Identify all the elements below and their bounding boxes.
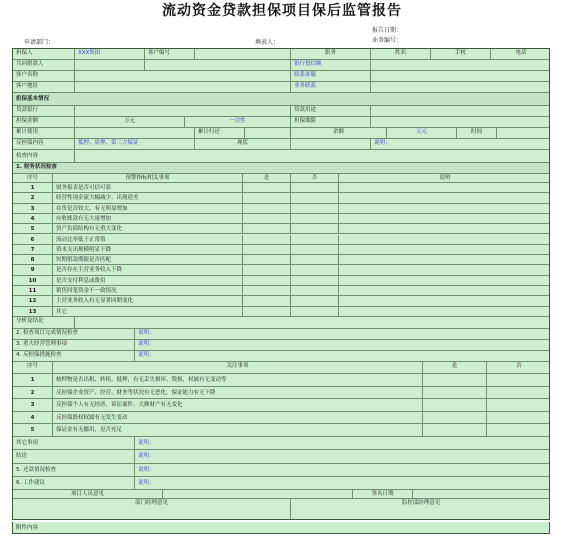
finance-row-no: 5 [13,224,53,233]
finance-row-text: 销售回笼资金不一致情况 [53,286,243,295]
finance-row [13,245,550,255]
finance-row-note[interactable] [339,245,550,254]
finance-row-text: 财务报表是否可信可靠 [53,183,243,192]
other-row-label: 5. 还款情况检查 [13,464,135,476]
counter-guarantee-value: 抵押、质押、第三方保证 [75,139,195,149]
finance-row [13,307,550,317]
loan-purpose-label: 贷款用途 [291,106,371,116]
related-row-no: 5 [13,424,53,436]
finance-col-no: 序号 [13,174,53,182]
finance-row-yes[interactable] [243,276,291,285]
team-sign-date-label: 签名日期 [353,490,413,498]
finance-row [13,214,550,224]
business-contact-value[interactable] [371,82,550,92]
guarantee-period-label: 担保期限 [291,117,371,127]
finance-row-no-answer[interactable] [291,245,339,254]
check-row-3 [13,340,550,351]
other-row-label: 结论 [13,450,135,462]
related-row-yes[interactable] [423,387,487,399]
dept-manager-opinion: 部门经理意见 [13,499,291,520]
finance-col-yes: 是 [243,174,291,182]
finance-row-yes[interactable] [243,255,291,264]
basic-row-4 [13,82,550,93]
accumulated-value[interactable] [75,128,195,138]
finance-row-text: 是否支付利息或费用 [53,276,243,285]
guarantee-section-header [13,93,550,106]
customer-addr-label: 客户地址 [13,82,75,92]
basic-row-2 [13,60,550,71]
position-label: 职务 [291,49,371,59]
finance-row-note[interactable] [339,193,550,202]
co-guarantor-value[interactable] [75,60,145,70]
other-row-note[interactable]: 说明： [138,466,155,473]
finance-row-note[interactable] [339,235,550,244]
related-col-no-ans: 否 [516,363,522,369]
finance-row-text: 资本支出规模明显下降 [53,245,243,254]
related-row-yes[interactable] [423,412,487,424]
co-guarantor-extra[interactable] [145,60,291,70]
time-value[interactable] [497,128,550,138]
finance-row-no: 12 [13,296,53,305]
attachment-row [12,522,550,534]
finance-row-note[interactable] [339,265,550,274]
related-col-item: 关注事项 [53,362,423,373]
finance-row-no: 8 [13,255,53,264]
finance-section-title: 1. 财务状况检查 [16,164,57,170]
other-row [13,450,550,463]
finance-row-no: 6 [13,235,53,244]
report-date-label: 报告日期： [372,27,403,34]
check-row-2 [13,329,550,340]
finance-row-no: 1 [13,183,53,192]
finance-row-note[interactable] [339,286,550,295]
finance-row-no: 11 [13,286,53,295]
team-sign-date-value[interactable] [413,490,550,498]
contact-value[interactable] [371,71,550,81]
finance-row [13,286,550,296]
customer-no-value[interactable] [195,49,291,59]
related-row-text: 反担保企业资产、经营、财务等状况有无恶化，保证能力有无下降 [53,387,423,399]
basic-row-3 [13,71,550,82]
mobile-label: 手机 [431,49,491,59]
check-note-3[interactable]: 说明： [138,341,155,347]
related-row [13,399,550,412]
info-row-3 [13,128,550,139]
related-row [13,412,550,425]
manager-opinion-row [13,499,550,520]
finance-row-yes[interactable] [243,307,291,316]
term-value: 一次性 [185,117,291,127]
finance-row-no-answer[interactable] [291,286,339,295]
related-row-no: 4 [13,412,53,424]
filler-label: 填表人： [255,39,280,46]
finance-analysis-row [13,317,550,329]
finance-row-no-answer[interactable] [291,296,339,305]
finance-row [13,265,550,275]
attachment-label: 附件内容 [16,525,39,531]
customer-name2-value[interactable] [75,71,291,81]
risk-manager-opinion: 监控部经理意见 [401,500,441,506]
balance-label: 余额 [291,128,387,138]
info-row-4 [13,139,550,150]
finance-row-yes[interactable] [243,245,291,254]
finance-row-no: 4 [13,214,53,223]
finance-row-yes[interactable] [243,224,291,233]
finance-row-text: 是否存在主营业务收入下降 [53,265,243,274]
related-row [13,387,550,400]
finance-analysis-value[interactable] [75,317,550,328]
related-row-yes[interactable] [423,399,487,411]
status-label: 现状 [195,139,291,149]
balance-unit: 万元 [387,128,457,138]
finance-row [13,235,550,245]
info-note: 说明： [374,140,391,146]
finance-row-yes[interactable] [243,204,291,213]
related-row-no-answer[interactable] [487,374,550,386]
counter-guarantee-label: 反担保内容 [13,139,75,149]
time-label: 时间 [457,128,497,138]
amount-unit: 万元 [75,117,185,127]
finance-row-text: 短期借款期限是否匹配 [53,255,243,264]
finance-row-note[interactable] [339,183,550,192]
finance-row [13,193,550,203]
applicant-dept-label: 申请部门： [24,39,55,46]
other-row-label: 其它事项 [13,437,135,449]
finance-row-yes[interactable] [243,265,291,274]
finance-col-item: 预警指标相关事项 [53,174,243,182]
finance-row-no: 3 [13,204,53,213]
finance-row [13,204,550,214]
finance-row-no-answer[interactable] [291,265,339,274]
check-note-4[interactable]: 说明： [138,352,155,358]
finance-row-yes[interactable] [243,183,291,192]
status-value[interactable] [291,139,371,149]
finance-row-text: 资产负债结构有无重大变化 [53,224,243,233]
finance-row-no-answer[interactable] [291,204,339,213]
finance-row-note[interactable] [339,255,550,264]
finance-row-no-answer[interactable] [291,193,339,202]
amount-label: 担保金额 [13,117,75,127]
finance-row-text: 应收账款有无大量增加 [53,214,243,223]
finance-row-note[interactable] [339,296,550,305]
guarantee-period-value[interactable] [371,117,550,127]
info-row-2 [13,117,550,128]
other-row-note[interactable]: 说明： [138,453,155,460]
related-row-no: 3 [13,399,53,411]
info-row-5 [13,150,550,163]
related-col-yes: 是 [423,362,487,373]
finance-col-no-ans: 否 [291,174,339,182]
check-content-label: 检查内容 [13,150,75,162]
accumulated-label: 累计使用 [13,128,75,138]
finance-row-note[interactable] [339,214,550,223]
other-row-note[interactable]: 说明： [138,440,155,446]
loan-bank-value[interactable] [75,106,291,116]
business-no-label: 业务编号： [372,37,403,44]
loan-purpose-value[interactable] [371,106,550,116]
finance-row-text: 流动比率低于正常值 [53,235,243,244]
finance-row [13,276,550,286]
report-title: 流动资金贷款担保项目保后监管报告 [162,3,402,19]
bank-account-value[interactable] [371,60,550,70]
finance-table-header [13,174,550,183]
customer-addr-value[interactable] [75,82,291,92]
finance-row-no: 2 [13,193,53,202]
finance-row-no-answer[interactable] [291,224,339,233]
other-row [13,477,550,490]
related-row-text: 核押物是否出租、转租、抵押，有无丢失损坏、毁损，权属有无变动等 [53,374,423,386]
finance-row-note[interactable] [339,224,550,233]
team-opinion-label: 项目人员意见 [13,490,163,498]
finance-row [13,255,550,265]
finance-row-yes[interactable] [243,235,291,244]
other-row-label: 6. 工作建议 [13,477,135,489]
related-row [13,374,550,387]
customer-name-value[interactable]: XXX集团 [75,49,145,59]
basic-row-1 [13,49,550,60]
finance-row-no: 7 [13,245,53,254]
finance-row [13,224,550,234]
customer-name2-label: 客户名称 [13,71,75,81]
finance-row-no: 10 [13,276,53,285]
related-row-no: 1 [13,374,53,386]
finance-row [13,183,550,193]
finance-row-yes[interactable] [243,286,291,295]
finance-analysis-label: 分析及结论 [13,317,75,328]
finance-row-no-answer[interactable] [291,276,339,285]
finance-row-no-answer[interactable] [291,255,339,264]
related-row-no-answer[interactable] [487,387,550,399]
related-row-yes[interactable] [423,374,487,386]
phone-label: 电话 [515,50,527,56]
related-row-no-answer[interactable] [487,412,550,424]
accumulated-balance-value[interactable] [245,128,291,138]
finance-row-no-answer[interactable] [291,307,339,316]
related-row-no: 2 [13,387,53,399]
other-row [13,437,550,450]
co-guarantor-label: 共同借款人 [13,60,75,70]
finance-row-text: 其它 [53,307,243,316]
finance-col-note: 说明 [439,175,451,181]
related-row-text: 保证金有无挪用，是否充足 [53,424,423,436]
check-label-4: 4. 反担保措施检查 [13,351,135,361]
related-row-text: 反担保股权权属有无发生变动 [53,412,423,424]
finance-row-yes[interactable] [243,193,291,202]
related-table-header [13,362,550,374]
team-opinion-row [13,490,550,499]
customer-name-label: 担保人 [13,49,75,59]
finance-row [13,296,550,306]
related-row-yes[interactable] [423,424,487,436]
guarantee-section-title: 担保基本情况 [16,96,50,102]
finance-row-no-answer[interactable] [291,183,339,192]
finance-row-text: 主营业务收入有无显著同期变化 [53,296,243,305]
finance-row-no-answer[interactable] [291,235,339,244]
report-form [12,48,550,520]
finance-row-yes[interactable] [243,296,291,305]
finance-row-text: 经营性现金流大幅减少、出现逆差 [53,193,243,202]
loan-bank-label: 贷款银行 [13,106,75,116]
bank-account-label: 银行授信额 [291,60,371,70]
finance-row-text: 存货是否较大、有无明显增加 [53,204,243,213]
related-row-no-answer[interactable] [487,424,550,436]
customer-no-label: 客户编号 [145,49,195,59]
contact-label: 联系客服 [291,71,371,81]
finance-row-no-answer[interactable] [291,214,339,223]
business-contact-label: 业务联系 [291,82,371,92]
finance-row-note[interactable] [339,276,550,285]
info-row-1 [13,106,550,117]
finance-row-no: 13 [13,307,53,316]
related-row [13,424,550,437]
check-label-2: 2. 检查项目完成情况检查 [13,329,135,339]
accumulated-balance-label: 累计归还 [195,128,245,138]
finance-section-header [13,163,550,174]
related-row-no-answer[interactable] [487,399,550,411]
finance-row-no: 9 [13,265,53,274]
other-row-note[interactable]: 说明： [138,479,155,486]
check-label-3: 3. 重大经营管理事项 [13,340,135,350]
finance-row-note[interactable] [339,307,550,316]
check-note-2[interactable]: 说明： [138,330,155,336]
finance-row-yes[interactable] [243,214,291,223]
check-content-value[interactable] [75,150,550,162]
check-row-4 [13,351,550,362]
team-opinion-value[interactable] [163,490,353,498]
finance-row-note[interactable] [339,204,550,213]
name-label: 姓名 [371,49,431,59]
related-row-text: 反担保个人有无经济、诉讼案件、大额财产有无变化 [53,399,423,411]
other-row [13,464,550,477]
related-col-no: 序号 [13,362,53,373]
